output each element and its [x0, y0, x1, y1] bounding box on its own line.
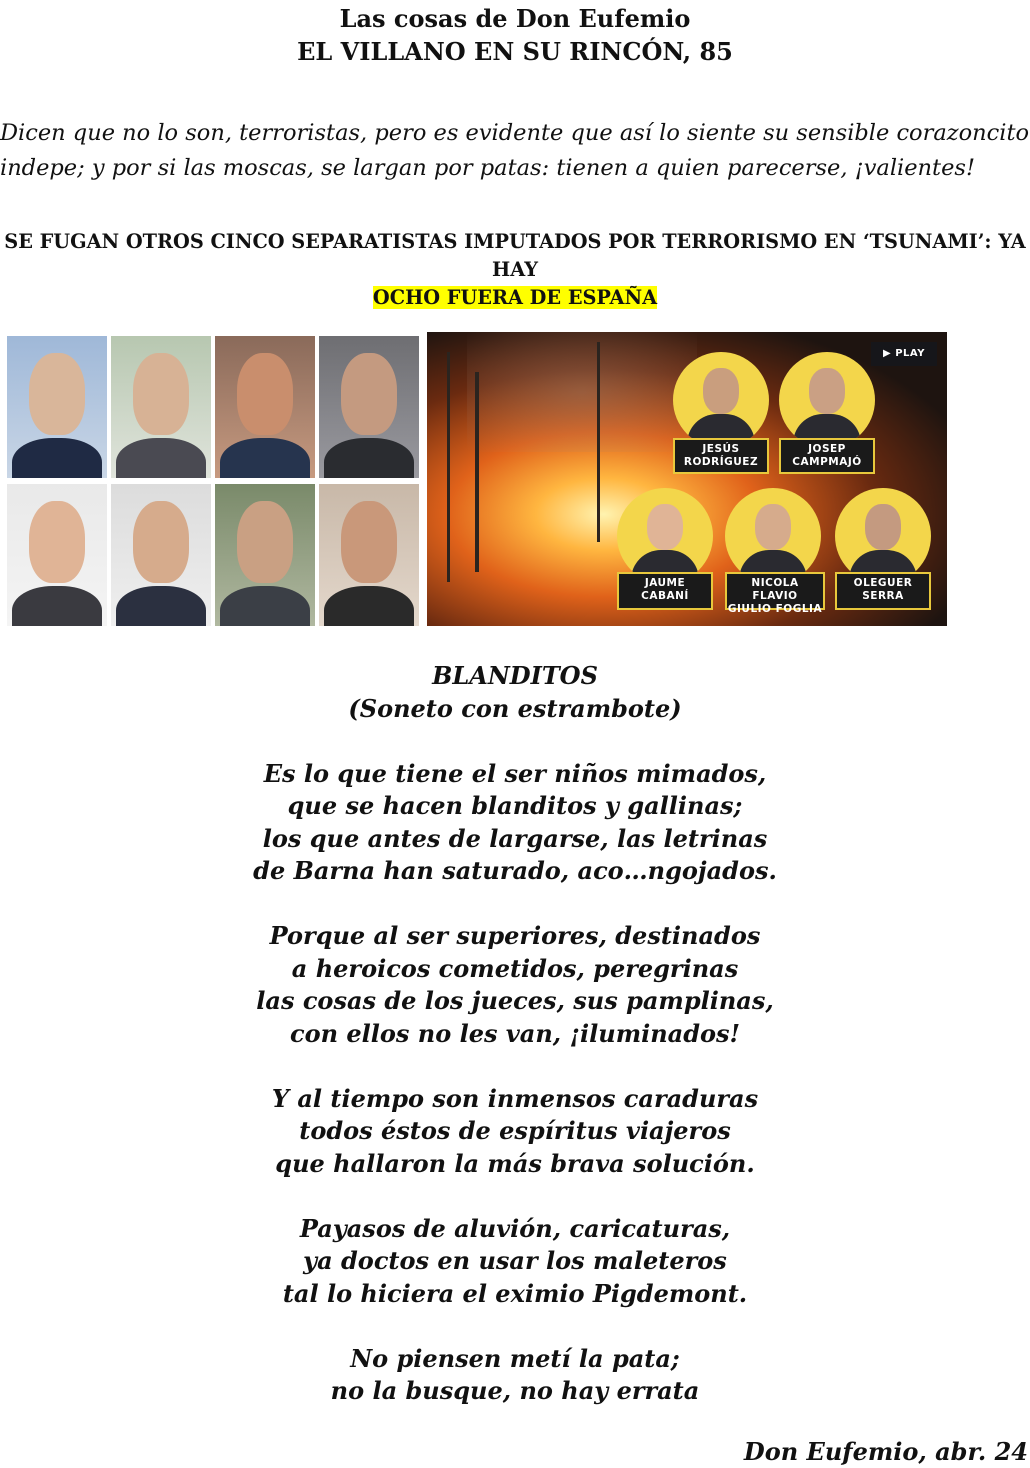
- intro-paragraph: [0, 116, 1030, 186]
- portrait-photo: [7, 336, 107, 478]
- portrait-circle: [617, 488, 713, 584]
- portrait-photo: [319, 336, 419, 478]
- poem-subtitle: (Soneto con estrambote): [348, 693, 682, 723]
- verse-line: todos éstos de espíritus viajeros: [299, 1116, 731, 1145]
- verse-line: Payasos de aluvión, caricaturas,: [299, 1213, 731, 1243]
- name-tag: JOSEP CAMPMAJÓ: [779, 438, 875, 474]
- sonnet: [0, 660, 1030, 1408]
- verse-line: que hallaron la más brava solución.: [275, 1148, 755, 1178]
- portrait-circle: [779, 352, 875, 448]
- portrait-photo: [111, 336, 211, 478]
- portrait-circle: [835, 488, 931, 584]
- verse-line: Porque al ser superiores, destinados: [269, 921, 761, 950]
- stanza: [0, 920, 1030, 1050]
- verse-line: Y al tiempo son inmensos caraduras: [271, 1083, 759, 1113]
- portrait-circle: [673, 352, 769, 448]
- verse-line: con ellos no les van, ¡iluminados!: [289, 1018, 741, 1048]
- smoke-shape: [467, 332, 697, 452]
- header-column-title: EL VILLANO EN SU RINCÓN, 85: [297, 37, 733, 66]
- verse-line: de Barna han saturado, aco…ngojados.: [253, 856, 777, 885]
- headline-highlight: OCHO FUERA DE ESPAÑA: [372, 286, 658, 309]
- verse-line: ya doctos en usar los maleteros: [303, 1246, 727, 1275]
- riot-fire-image: [427, 332, 947, 626]
- intro-line-2: indepe; y por si las moscas, se largan por patas: tienen a quien parecerse, ¡valientes!: [0, 155, 975, 181]
- portrait-grid-image: [7, 336, 419, 626]
- portrait-photo: [215, 336, 315, 478]
- document-header: [0, 2, 1030, 68]
- stanza: [0, 758, 1030, 888]
- stanza: [0, 1213, 1030, 1311]
- verse-line: tal lo hiciera el eximio Pigdemont.: [282, 1278, 748, 1308]
- name-tag: OLEGUER SERRA: [835, 572, 931, 610]
- headline-line-1: SE FUGAN OTROS CINCO SEPARATISTAS IMPUTADOS POR TERRORISMO EN ‘TSUNAMI’: YA HAY: [4, 230, 1026, 281]
- verse-line: Es lo que tiene el ser niños mimados,: [263, 758, 767, 788]
- verse-line: no la busque, no hay errata: [330, 1376, 700, 1405]
- portrait-photo: [111, 484, 211, 626]
- name-tag: NICOLA FLAVIO GIULIO FOGLIA: [725, 572, 825, 610]
- portrait-photo: [215, 484, 315, 626]
- verse-line: a heroicos cometidos, peregrinas: [291, 953, 739, 983]
- street-pole: [447, 352, 450, 582]
- name-tag: JAUME CABANÍ: [617, 572, 713, 610]
- name-tag: JESÚS RODRÍGUEZ: [673, 438, 769, 474]
- verse-line: No piensen metí la pata;: [350, 1343, 680, 1373]
- portrait-photo: [7, 484, 107, 626]
- poem-title: BLANDITOS: [432, 661, 598, 690]
- street-pole: [475, 372, 479, 572]
- portrait-circle: [725, 488, 821, 584]
- play-button[interactable]: ▶ PLAY: [871, 342, 937, 366]
- verse-line: las cosas de los jueces, sus pamplinas,: [256, 986, 774, 1015]
- portrait-photo: [319, 484, 419, 626]
- news-headline: [0, 228, 1030, 312]
- header-series-title: Las cosas de Don Eufemio: [339, 4, 691, 33]
- street-pole: [597, 342, 600, 542]
- verse-line: los que antes de largarse, las letrinas: [262, 823, 768, 853]
- stanza: [0, 1343, 1030, 1408]
- intro-line-1: Dicen que no lo son, terroristas, pero es evidente que así lo siente su sensible corazoncito: [0, 120, 1030, 146]
- signature: Don Eufemio, abr. 24: [743, 1437, 1028, 1466]
- stanza: [0, 1083, 1030, 1181]
- verse-line: que se hacen blanditos y gallinas;: [287, 791, 743, 820]
